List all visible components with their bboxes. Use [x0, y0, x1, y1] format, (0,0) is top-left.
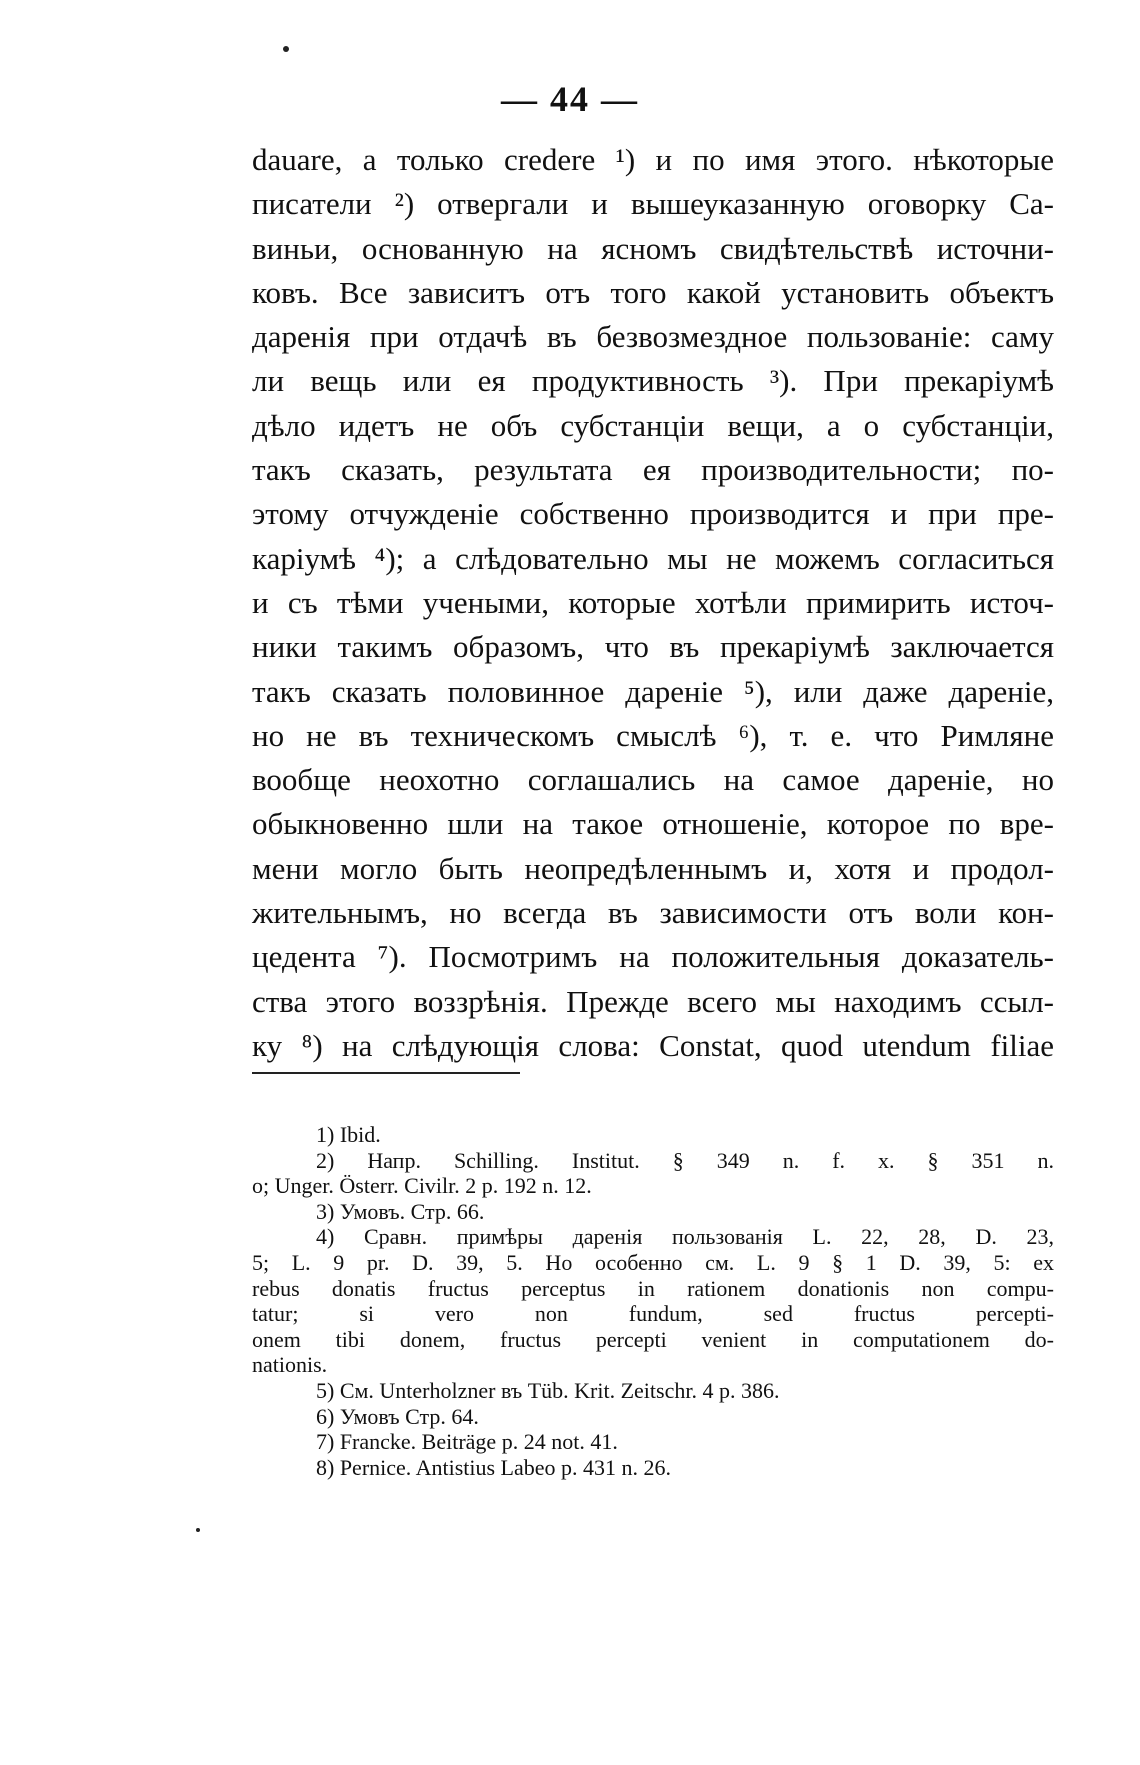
body-line: но не въ техническомъ смыслѣ ⁶), т. е. что Римляне [252, 717, 1054, 753]
body-line: ли вещь или ея продуктивность ³). При прекаріумѣ [252, 363, 1054, 399]
body-text [252, 138, 1054, 1068]
footnotes [252, 1122, 1054, 1480]
body-line: такъ сказать, результата ея производительности; по- [252, 452, 1054, 488]
body-line: виньи, основанную на ясномъ свидѣтельствѣ источни- [252, 230, 1054, 266]
body-line: ковъ. Все зависитъ отъ того какой установить объектъ [252, 274, 1054, 310]
body-line: этому отчужденіе собственно производится и при пре- [252, 496, 1054, 532]
body-line: ники такимъ образомъ, что въ прекаріумѣ заключается [252, 629, 1054, 665]
body-line: дѣло идетъ не объ субстанціи вещи, а о субстанціи, [252, 407, 1054, 443]
scan-speck [196, 1528, 200, 1532]
page-number: — 44 — [501, 79, 639, 119]
footnote-line: 1) Ibid. [316, 1122, 381, 1147]
body-line: цедента ⁷). Посмотримъ на положительныя доказатель- [252, 939, 1054, 975]
body-line: ку ⁸) на слѣдующія слова: Constat, quod utendum filiae [252, 1027, 1054, 1063]
footnote-line: nationis. [252, 1352, 328, 1378]
scan-speck [283, 46, 289, 52]
footnote-line: 8) Pernice. Antistius Labeo p. 431 n. 26. [316, 1454, 672, 1480]
footnote-line: 5) См. Unterholzner въ Tüb. Krit. Zeitschr. 4 p. 386. [316, 1377, 780, 1403]
footnote-line: o; Unger. Österr. Civilr. 2 p. 192 n. 12. [252, 1173, 592, 1199]
body-line: и съ тѣми учеными, которые хотѣли примирить источ- [252, 584, 1054, 620]
body-line: вообще неохотно соглашались на самое дареніе, но [252, 762, 1054, 798]
footnote-line: 2) Напр. Schilling. Institut. § 349 n. f. x. § 351 n. [316, 1147, 1054, 1173]
footnote-line: rebus donatis fructus perceptus in rationem donationis non compu- [252, 1275, 1054, 1301]
footnote-line: 6) Умовъ Стр. 64. [316, 1403, 479, 1429]
footnote-line: tatur; si vero non fundum, sed fructus percepti- [252, 1301, 1054, 1327]
body-line: даренія при отдачѣ въ безвозмездное пользованіе: саму [252, 319, 1054, 355]
body-line: писатели ²) отвергали и вышеуказанную оговорку Са- [252, 186, 1054, 222]
body-line: dauare, а только credere ¹) и по имя этого. нѣкоторые [252, 142, 1054, 177]
body-line: обыкновенно шли на такое отношеніе, которое по вре- [252, 806, 1054, 842]
footnote-line: 4) Сравн. примѣры даренія пользованія L. 22, 28, D. 23, [316, 1224, 1054, 1250]
footnote-line: onem tibi donem, fructus percepti venient in computationem do- [252, 1326, 1054, 1352]
body-line: мени могло быть неопредѣленнымъ и, хотя и продол- [252, 850, 1054, 886]
body-line: ства этого воззрѣнія. Прежде всего мы находимъ ссыл- [252, 983, 1054, 1019]
footnote-line: 3) Умовъ. Стр. 66. [316, 1198, 485, 1224]
body-line: каріумѣ ⁴); а слѣдовательно мы не можемъ согласиться [252, 540, 1054, 576]
body-line: жительнымъ, но всегда въ зависимости отъ воли кон- [252, 895, 1054, 931]
footnote-line: 7) Francke. Beiträge p. 24 not. 41. [316, 1429, 618, 1455]
body-line: такъ сказать половинное дареніе ⁵), или даже дареніе, [252, 673, 1054, 709]
footnote-line: 5; L. 9 pr. D. 39, 5. Но особенно см. L. 9 § 1 D. 39, 5: ex [252, 1249, 1054, 1275]
footnote-separator [252, 1072, 520, 1074]
